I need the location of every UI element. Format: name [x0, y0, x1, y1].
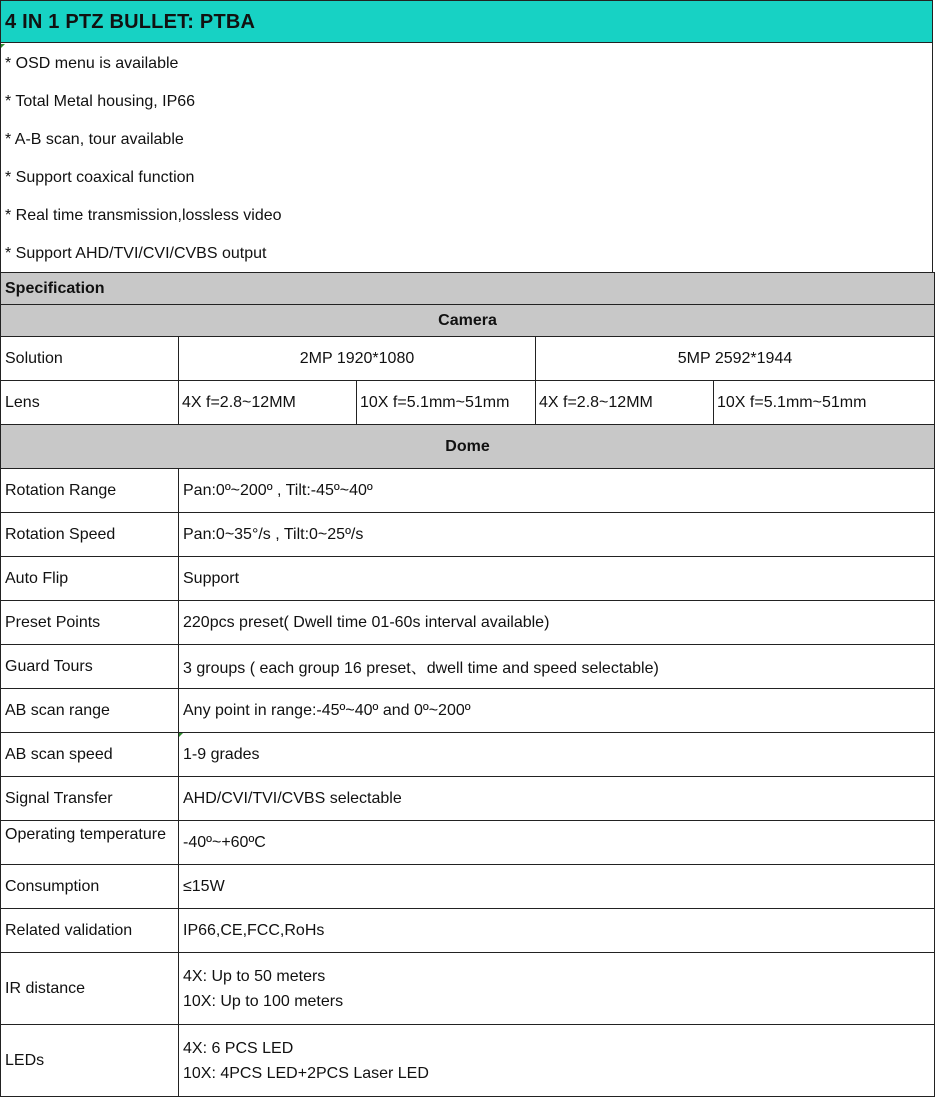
ir-label: IR distance [1, 953, 179, 1025]
solution-2mp: 2MP 1920*1080 [179, 337, 536, 381]
table-row [1, 381, 935, 425]
cell-marker [179, 733, 183, 737]
feature-list [0, 43, 933, 272]
leds-line: 4X: 6 PCS LED [183, 1039, 294, 1057]
ir-line: 4X: Up to 50 meters [183, 967, 326, 985]
lens-value: 10X f=5.1mm~51mm [714, 381, 935, 425]
table-row [1, 469, 935, 513]
row-value: 1-9 grades [179, 733, 935, 777]
row-value: Pan:0~35°/s , Tilt:0~25º/s [179, 513, 935, 557]
ir-value [179, 953, 935, 1025]
row-value: IP66,CE,FCC,RoHs [179, 909, 935, 953]
feature-item: * Support coaxical function [5, 169, 195, 186]
table-row [1, 865, 935, 909]
row-label [1, 821, 179, 865]
table-row [1, 689, 935, 733]
row-value: -40º~+60ºC [179, 821, 935, 865]
feature-item: * Total Metal housing, IP66 [5, 93, 196, 110]
table-row [1, 777, 935, 821]
table-row [1, 1025, 935, 1097]
row-label: Auto Flip [1, 557, 179, 601]
row-label: Guard Tours [1, 645, 179, 689]
table-row [1, 305, 935, 337]
table-row [1, 557, 935, 601]
lens-label: Lens [1, 381, 179, 425]
table-row [1, 513, 935, 557]
lens-value: 4X f=2.8~12MM [179, 381, 357, 425]
page-title: 4 IN 1 PTZ BULLET: PTBA [5, 11, 256, 33]
lens-value: 4X f=2.8~12MM [536, 381, 714, 425]
row-value: ≤15W [179, 865, 935, 909]
table-row [1, 601, 935, 645]
lens-value: 10X f=5.1mm~51mm [357, 381, 536, 425]
row-label: Preset Points [1, 601, 179, 645]
leds-line: 10X: 4PCS LED+2PCS Laser LED [183, 1064, 429, 1082]
row-value: Pan:0º~200º , Tilt:-45º~40º [179, 469, 935, 513]
table-row [1, 733, 935, 777]
solution-label: Solution [1, 337, 179, 381]
camera-header: Camera [1, 305, 935, 337]
feature-item: * OSD menu is available [5, 55, 179, 72]
feature-item: * Real time transmission,lossless video [5, 207, 282, 224]
solution-5mp: 5MP 2592*1944 [536, 337, 935, 381]
dome-header: Dome [1, 425, 935, 469]
table-row [1, 645, 935, 689]
spec-table [0, 272, 935, 1097]
table-row [1, 273, 935, 305]
row-value: 220pcs preset( Dwell time 01-60s interval available) [179, 601, 935, 645]
table-row [1, 337, 935, 381]
table-row [1, 425, 935, 469]
title-bar [0, 0, 933, 43]
row-label: AB scan speed [1, 733, 179, 777]
feature-item: * A-B scan, tour available [5, 131, 184, 148]
feature-item: * Support AHD/TVI/CVI/CVBS output [5, 245, 267, 262]
row-label: Rotation Range [1, 469, 179, 513]
ir-line: 10X: Up to 100 meters [183, 992, 344, 1010]
table-row [1, 909, 935, 953]
row-value: 3 groups ( each group 16 preset、dwell time and speed selectable) [179, 645, 935, 689]
row-label: Rotation Speed [1, 513, 179, 557]
spec-header: Specification [1, 273, 935, 305]
row-label-text: Operating temperature [5, 826, 166, 843]
row-value: Support [179, 557, 935, 601]
row-value: AHD/CVI/TVI/CVBS selectable [179, 777, 935, 821]
table-row [1, 821, 935, 865]
row-label: AB scan range [1, 689, 179, 733]
row-label: Signal Transfer [1, 777, 179, 821]
leds-label: LEDs [1, 1025, 179, 1097]
row-label: Related validation [1, 909, 179, 953]
table-row [1, 953, 935, 1025]
row-label: Consumption [1, 865, 179, 909]
leds-value [179, 1025, 935, 1097]
row-value: Any point in range:-45º~40º and 0º~200º [179, 689, 935, 733]
